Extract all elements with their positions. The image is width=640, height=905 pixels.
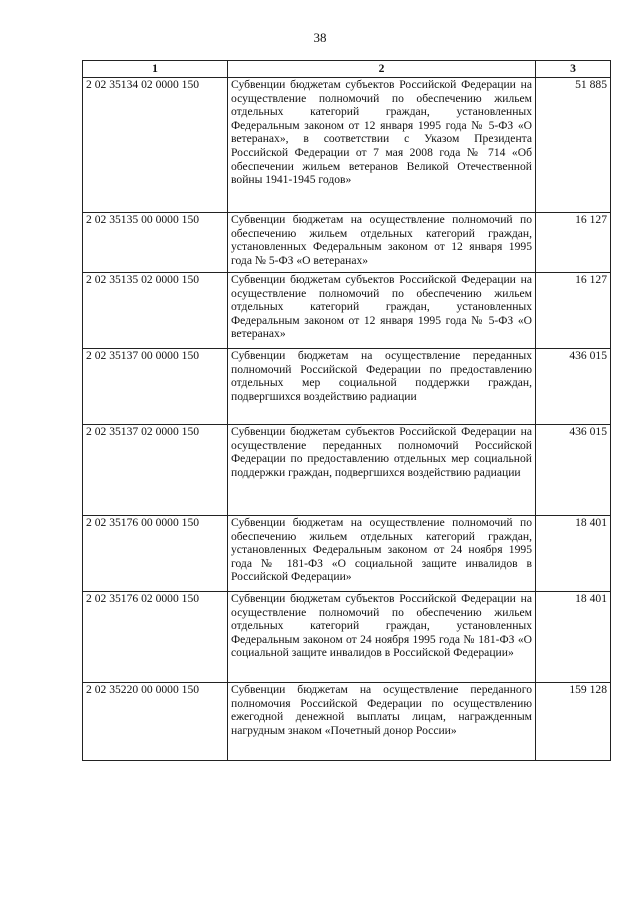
row-code: 2 02 35135 02 0000 150 bbox=[83, 273, 228, 349]
table-header-row bbox=[83, 61, 611, 78]
table-row bbox=[83, 349, 611, 425]
row-code: 2 02 35220 00 0000 150 bbox=[83, 683, 228, 761]
table-row bbox=[83, 683, 611, 761]
column-header-description: 2 bbox=[228, 61, 536, 78]
row-code: 2 02 35134 02 0000 150 bbox=[83, 78, 228, 213]
row-amount: 16 127 bbox=[536, 273, 611, 349]
table-row bbox=[83, 213, 611, 273]
row-description: Субвенции бюджетам субъектов Российской Федерации на осуществление полномочий по обеспечению жильем отдельных категорий граждан, установленных Федеральным законом от 24 ноября 1995 года № 181-ФЗ «О социальной защите инвалидов в Российской Федерации» bbox=[228, 592, 536, 683]
row-description: Субвенции бюджетам субъектов Российской Федерации на осуществление переданных полномочий Российской Федерации по предоставлению отдельных мер социальной поддержки граждан, подвергшихся воздействию радиации bbox=[228, 425, 536, 516]
column-header-code: 1 bbox=[83, 61, 228, 78]
page-number: 38 bbox=[313, 30, 327, 45]
row-amount: 51 885 bbox=[536, 78, 611, 213]
row-amount: 18 401 bbox=[536, 592, 611, 683]
row-description: Субвенции бюджетам субъектов Российской Федерации на осуществление полномочий по обеспечению жильем отдельных категорий граждан, установленных Федеральным законом от 12 января 1995 года № 5-ФЗ «О ветеранах», в соответствии с Указом Президента Российской Федерации от 7 мая 2008 года № 714 «Об обеспечении жильем ветеранов Великой Отечественной войны 1941-1945 годов» bbox=[228, 78, 536, 213]
row-amount: 18 401 bbox=[536, 516, 611, 592]
column-header-amount: 3 bbox=[536, 61, 611, 78]
row-description: Субвенции бюджетам на осуществление переданного полномочия Российской Федерации по осуществлению ежегодной денежной выплаты лицам, награжденным нагрудным знаком «Почетный донор России» bbox=[228, 683, 536, 761]
row-description: Субвенции бюджетам на осуществление полномочий по обеспечению жильем отдельных категорий граждан, установленных Федеральным законом от 24 ноября 1995 года № 181-ФЗ «О социальной защите инвалидов в Российской Федерации» bbox=[228, 516, 536, 592]
row-amount: 436 015 bbox=[536, 425, 611, 516]
row-description: Субвенции бюджетам на осуществление полномочий по обеспечению жильем отдельных категорий граждан, установленных Федеральным законом от 12 января 1995 года № 5-ФЗ «О ветеранах» bbox=[228, 213, 536, 273]
table-row bbox=[83, 78, 611, 213]
row-code: 2 02 35137 02 0000 150 bbox=[83, 425, 228, 516]
table-row bbox=[83, 592, 611, 683]
table-row bbox=[83, 425, 611, 516]
row-code: 2 02 35176 02 0000 150 bbox=[83, 592, 228, 683]
row-code: 2 02 35176 00 0000 150 bbox=[83, 516, 228, 592]
row-amount: 436 015 bbox=[536, 349, 611, 425]
row-amount: 16 127 bbox=[536, 213, 611, 273]
row-code: 2 02 35135 00 0000 150 bbox=[83, 213, 228, 273]
row-description: Субвенции бюджетам субъектов Российской Федерации на осуществление полномочий по обеспечению жильем отдельных категорий граждан, установленных Федеральным законом от 12 января 1995 года № 5-ФЗ «О ветеранах» bbox=[228, 273, 536, 349]
row-description: Субвенции бюджетам на осуществление переданных полномочий Российской Федерации по предоставлению отдельных мер социальной поддержки граждан, подвергшихся воздействию радиации bbox=[228, 349, 536, 425]
row-amount: 159 128 bbox=[536, 683, 611, 761]
table-row bbox=[83, 516, 611, 592]
budget-table bbox=[82, 60, 611, 761]
table-row bbox=[83, 273, 611, 349]
row-code: 2 02 35137 00 0000 150 bbox=[83, 349, 228, 425]
